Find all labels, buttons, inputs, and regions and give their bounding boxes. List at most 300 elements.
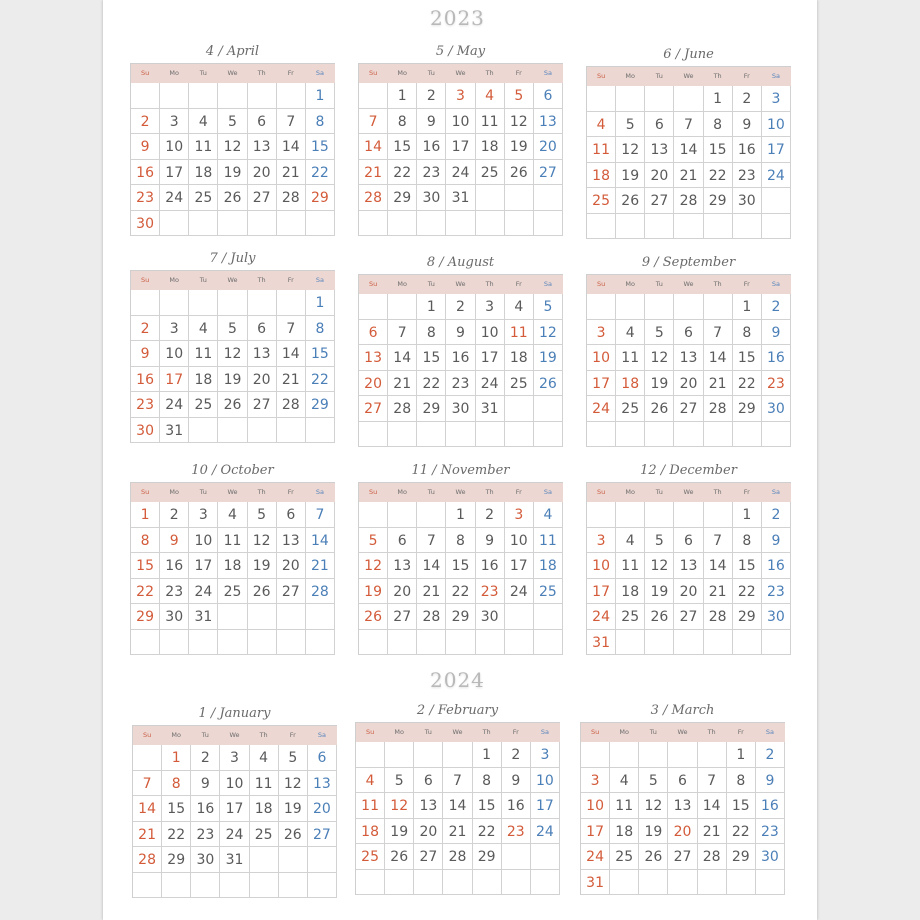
day-cell: 8 — [417, 320, 446, 346]
day-cell: 15 — [162, 796, 191, 822]
empty-cell — [587, 502, 616, 528]
day-cell: 14 — [443, 793, 472, 819]
empty-cell — [505, 630, 534, 656]
day-cell: 17 — [762, 137, 791, 163]
day-cell: 20 — [668, 819, 697, 845]
day-cell: 30 — [762, 604, 791, 630]
day-cell: 19 — [359, 579, 388, 605]
empty-cell — [356, 870, 385, 896]
day-cell: 11 — [476, 109, 505, 135]
day-cell: 5 — [218, 109, 247, 135]
day-cell: 23 — [417, 160, 446, 186]
empty-cell — [733, 422, 762, 448]
day-cell: 13 — [668, 793, 697, 819]
day-cell: 7 — [704, 528, 733, 554]
empty-cell — [248, 83, 277, 109]
day-cell: 11 — [189, 341, 218, 367]
empty-cell — [443, 742, 472, 768]
day-cell: 22 — [417, 371, 446, 397]
day-cell: 6 — [414, 768, 443, 794]
weekday-header-we: We — [218, 64, 247, 83]
weekday-header-we: We — [446, 483, 475, 502]
day-cell: 15 — [306, 134, 335, 160]
day-cell: 17 — [531, 793, 560, 819]
day-cell: 14 — [359, 134, 388, 160]
weekday-header-fr: Fr — [277, 64, 306, 83]
day-cell: 15 — [704, 137, 733, 163]
weekday-header-we: We — [674, 483, 703, 502]
day-cell: 27 — [308, 822, 337, 848]
day-cell: 5 — [505, 83, 534, 109]
day-cell: 25 — [476, 160, 505, 186]
weekday-header-tu: Tu — [645, 275, 674, 294]
day-cell: 12 — [385, 793, 414, 819]
empty-cell — [277, 211, 306, 237]
day-cell: 18 — [534, 553, 563, 579]
day-cell: 27 — [534, 160, 563, 186]
month-2023-8 — [358, 255, 563, 447]
day-cell: 5 — [248, 502, 277, 528]
empty-cell — [417, 502, 446, 528]
empty-cell — [534, 630, 563, 656]
day-cell: 19 — [639, 819, 668, 845]
empty-cell — [359, 294, 388, 320]
day-cell: 27 — [645, 188, 674, 214]
day-cell: 15 — [727, 793, 756, 819]
empty-cell — [727, 870, 756, 896]
weekday-header-tu: Tu — [639, 723, 668, 742]
day-cell: 3 — [587, 320, 616, 346]
day-cell: 14 — [133, 796, 162, 822]
empty-cell — [220, 873, 249, 899]
empty-cell — [476, 185, 505, 211]
day-cell: 1 — [733, 294, 762, 320]
weekday-header-we: We — [674, 275, 703, 294]
day-cell: 21 — [277, 367, 306, 393]
empty-cell — [616, 214, 645, 240]
weekday-header-sa: Sa — [306, 64, 335, 83]
weekday-header-tu: Tu — [189, 64, 218, 83]
empty-cell — [616, 294, 645, 320]
weekday-header-tu: Tu — [189, 271, 218, 290]
weekday-header-su: Su — [131, 483, 160, 502]
empty-cell — [218, 211, 247, 237]
empty-cell — [674, 214, 703, 240]
day-cell: 23 — [476, 579, 505, 605]
empty-cell — [279, 873, 308, 899]
day-cell: 29 — [704, 188, 733, 214]
empty-cell — [616, 422, 645, 448]
weekday-header-fr: Fr — [733, 483, 762, 502]
month-title: 1 / January — [198, 706, 271, 721]
day-cell: 18 — [189, 160, 218, 186]
day-cell: 26 — [248, 579, 277, 605]
month-grid — [580, 722, 785, 895]
day-cell: 30 — [446, 396, 475, 422]
day-cell: 20 — [359, 371, 388, 397]
empty-cell — [189, 211, 218, 237]
day-cell: 16 — [762, 553, 791, 579]
day-cell: 5 — [645, 320, 674, 346]
day-cell: 18 — [616, 371, 645, 397]
day-cell: 10 — [531, 768, 560, 794]
day-cell: 16 — [446, 345, 475, 371]
month-title: 7 / July — [209, 251, 256, 266]
day-cell: 2 — [131, 316, 160, 342]
empty-cell — [359, 422, 388, 448]
day-cell: 5 — [639, 768, 668, 794]
day-cell: 5 — [616, 112, 645, 138]
weekday-header-sa: Sa — [531, 723, 560, 742]
year-heading-2024: 2024 — [430, 668, 485, 692]
day-cell: 10 — [160, 134, 189, 160]
empty-cell — [704, 294, 733, 320]
day-cell: 6 — [308, 745, 337, 771]
weekday-header-sa: Sa — [762, 67, 791, 86]
day-cell: 13 — [248, 341, 277, 367]
weekday-header-fr: Fr — [505, 275, 534, 294]
day-cell: 14 — [704, 345, 733, 371]
weekday-header-tu: Tu — [191, 726, 220, 745]
empty-cell — [505, 604, 534, 630]
day-cell: 30 — [131, 211, 160, 237]
month-title: 5 / May — [435, 44, 486, 59]
month-2023-10 — [130, 463, 335, 655]
empty-cell — [534, 185, 563, 211]
day-cell: 12 — [616, 137, 645, 163]
day-cell: 1 — [473, 742, 502, 768]
weekday-header-tu: Tu — [417, 483, 446, 502]
month-2023-12 — [586, 463, 791, 655]
weekday-header-th: Th — [704, 67, 733, 86]
day-cell: 3 — [531, 742, 560, 768]
empty-cell — [133, 873, 162, 899]
day-cell: 1 — [388, 83, 417, 109]
day-cell: 17 — [587, 371, 616, 397]
day-cell: 8 — [306, 316, 335, 342]
empty-cell — [414, 870, 443, 896]
day-cell: 23 — [131, 185, 160, 211]
weekday-header-mo: Mo — [388, 64, 417, 83]
day-cell: 2 — [131, 109, 160, 135]
day-cell: 23 — [762, 371, 791, 397]
day-cell: 10 — [476, 320, 505, 346]
day-cell: 7 — [704, 320, 733, 346]
day-cell: 28 — [359, 185, 388, 211]
empty-cell — [248, 211, 277, 237]
day-cell: 19 — [534, 345, 563, 371]
empty-cell — [388, 630, 417, 656]
empty-cell — [505, 185, 534, 211]
day-cell: 12 — [645, 345, 674, 371]
day-cell: 6 — [388, 528, 417, 554]
day-cell: 21 — [674, 163, 703, 189]
empty-cell — [476, 630, 505, 656]
month-2023-6 — [586, 47, 791, 239]
month-grid — [132, 725, 337, 898]
weekday-header-fr: Fr — [277, 271, 306, 290]
day-cell: 19 — [218, 160, 247, 186]
day-cell: 7 — [133, 771, 162, 797]
day-cell: 22 — [733, 371, 762, 397]
day-cell: 9 — [762, 528, 791, 554]
weekday-header-su: Su — [359, 64, 388, 83]
day-cell: 4 — [616, 320, 645, 346]
day-cell: 24 — [476, 371, 505, 397]
empty-cell — [534, 422, 563, 448]
day-cell: 8 — [446, 528, 475, 554]
empty-cell — [762, 630, 791, 656]
day-cell: 1 — [131, 502, 160, 528]
day-cell: 18 — [250, 796, 279, 822]
day-cell: 27 — [248, 185, 277, 211]
empty-cell — [277, 290, 306, 316]
day-cell: 24 — [189, 579, 218, 605]
day-cell: 11 — [505, 320, 534, 346]
empty-cell — [733, 214, 762, 240]
empty-cell — [476, 422, 505, 448]
day-cell: 14 — [704, 553, 733, 579]
day-cell: 11 — [610, 793, 639, 819]
day-cell: 19 — [645, 371, 674, 397]
day-cell: 6 — [645, 112, 674, 138]
weekday-header-su: Su — [133, 726, 162, 745]
day-cell: 4 — [505, 294, 534, 320]
day-cell: 4 — [218, 502, 247, 528]
day-cell: 4 — [189, 316, 218, 342]
weekday-header-su: Su — [131, 271, 160, 290]
weekday-header-th: Th — [476, 275, 505, 294]
empty-cell — [218, 630, 247, 656]
day-cell: 8 — [727, 768, 756, 794]
day-cell: 18 — [218, 553, 247, 579]
empty-cell — [385, 742, 414, 768]
day-cell: 27 — [668, 844, 697, 870]
day-cell: 22 — [446, 579, 475, 605]
empty-cell — [446, 630, 475, 656]
day-cell: 9 — [476, 528, 505, 554]
month-title: 10 / October — [191, 463, 274, 478]
day-cell: 13 — [277, 528, 306, 554]
weekday-header-mo: Mo — [388, 275, 417, 294]
weekday-header-su: Su — [587, 483, 616, 502]
day-cell: 25 — [356, 844, 385, 870]
day-cell: 6 — [248, 109, 277, 135]
day-cell: 17 — [587, 579, 616, 605]
day-cell: 14 — [277, 341, 306, 367]
day-cell: 31 — [581, 870, 610, 896]
day-cell: 3 — [587, 528, 616, 554]
empty-cell — [306, 211, 335, 237]
day-cell: 12 — [639, 793, 668, 819]
weekday-header-we: We — [218, 271, 247, 290]
day-cell: 12 — [218, 134, 247, 160]
empty-cell — [189, 83, 218, 109]
day-cell: 23 — [446, 371, 475, 397]
empty-cell — [189, 418, 218, 444]
day-cell: 31 — [446, 185, 475, 211]
weekday-header-th: Th — [704, 275, 733, 294]
day-cell: 4 — [189, 109, 218, 135]
day-cell: 28 — [674, 188, 703, 214]
month-grid — [358, 274, 563, 447]
empty-cell — [674, 422, 703, 448]
empty-cell — [388, 502, 417, 528]
empty-cell — [306, 418, 335, 444]
month-title: 11 / November — [411, 463, 510, 478]
day-cell: 7 — [388, 320, 417, 346]
day-cell: 28 — [133, 847, 162, 873]
month-title: 8 / August — [426, 255, 495, 270]
day-cell: 24 — [587, 396, 616, 422]
day-cell: 9 — [446, 320, 475, 346]
weekday-header-fr: Fr — [505, 64, 534, 83]
day-cell: 13 — [674, 345, 703, 371]
empty-cell — [189, 290, 218, 316]
day-cell: 24 — [531, 819, 560, 845]
day-cell: 4 — [610, 768, 639, 794]
weekday-header-we: We — [674, 67, 703, 86]
day-cell: 28 — [417, 604, 446, 630]
day-cell: 7 — [359, 109, 388, 135]
day-cell: 24 — [587, 604, 616, 630]
empty-cell — [306, 604, 335, 630]
day-cell: 28 — [443, 844, 472, 870]
day-cell: 14 — [417, 553, 446, 579]
day-cell: 30 — [160, 604, 189, 630]
weekday-header-su: Su — [587, 275, 616, 294]
empty-cell — [698, 742, 727, 768]
day-cell: 20 — [674, 579, 703, 605]
day-cell: 17 — [505, 553, 534, 579]
empty-cell — [476, 211, 505, 237]
day-cell: 22 — [388, 160, 417, 186]
day-cell: 23 — [756, 819, 785, 845]
month-2023-4 — [130, 44, 335, 236]
day-cell: 19 — [645, 579, 674, 605]
day-cell: 26 — [645, 396, 674, 422]
day-cell: 9 — [191, 771, 220, 797]
empty-cell — [359, 502, 388, 528]
weekday-header-sa: Sa — [306, 483, 335, 502]
month-grid — [586, 482, 791, 655]
weekday-header-sa: Sa — [534, 483, 563, 502]
day-cell: 20 — [645, 163, 674, 189]
empty-cell — [704, 630, 733, 656]
weekday-header-mo: Mo — [160, 271, 189, 290]
day-cell: 17 — [581, 819, 610, 845]
empty-cell — [762, 188, 791, 214]
empty-cell — [417, 211, 446, 237]
day-cell: 10 — [587, 553, 616, 579]
day-cell: 18 — [616, 579, 645, 605]
day-cell: 20 — [248, 160, 277, 186]
weekday-header-su: Su — [581, 723, 610, 742]
day-cell: 6 — [534, 83, 563, 109]
empty-cell — [189, 630, 218, 656]
day-cell: 25 — [587, 188, 616, 214]
day-cell: 27 — [277, 579, 306, 605]
empty-cell — [443, 870, 472, 896]
day-cell: 11 — [587, 137, 616, 163]
day-cell: 26 — [534, 371, 563, 397]
empty-cell — [248, 290, 277, 316]
day-cell: 2 — [191, 745, 220, 771]
day-cell: 14 — [388, 345, 417, 371]
day-cell: 21 — [133, 822, 162, 848]
day-cell: 7 — [277, 316, 306, 342]
day-cell: 27 — [248, 392, 277, 418]
month-title: 12 / December — [640, 463, 737, 478]
day-cell: 10 — [189, 528, 218, 554]
day-cell: 25 — [610, 844, 639, 870]
day-cell: 12 — [359, 553, 388, 579]
day-cell: 3 — [581, 768, 610, 794]
weekday-header-tu: Tu — [414, 723, 443, 742]
empty-cell — [531, 870, 560, 896]
weekday-header-mo: Mo — [162, 726, 191, 745]
day-cell: 21 — [417, 579, 446, 605]
empty-cell — [534, 396, 563, 422]
empty-cell — [645, 86, 674, 112]
weekday-header-we: We — [220, 726, 249, 745]
empty-cell — [587, 214, 616, 240]
day-cell: 26 — [359, 604, 388, 630]
day-cell: 15 — [131, 553, 160, 579]
day-cell: 2 — [762, 502, 791, 528]
day-cell: 25 — [189, 392, 218, 418]
day-cell: 6 — [277, 502, 306, 528]
day-cell: 29 — [417, 396, 446, 422]
weekday-header-mo: Mo — [610, 723, 639, 742]
empty-cell — [417, 630, 446, 656]
month-grid — [355, 722, 560, 895]
day-cell: 25 — [250, 822, 279, 848]
empty-cell — [473, 870, 502, 896]
day-cell: 30 — [417, 185, 446, 211]
day-cell: 6 — [674, 320, 703, 346]
day-cell: 20 — [277, 553, 306, 579]
day-cell: 29 — [733, 604, 762, 630]
day-cell: 10 — [160, 341, 189, 367]
day-cell: 19 — [218, 367, 247, 393]
day-cell: 4 — [356, 768, 385, 794]
day-cell: 21 — [388, 371, 417, 397]
weekday-header-fr: Fr — [502, 723, 531, 742]
day-cell: 15 — [306, 341, 335, 367]
empty-cell — [417, 422, 446, 448]
day-cell: 3 — [189, 502, 218, 528]
empty-cell — [674, 630, 703, 656]
day-cell: 27 — [359, 396, 388, 422]
month-title: 6 / June — [663, 47, 714, 62]
day-cell: 19 — [505, 134, 534, 160]
day-cell: 13 — [414, 793, 443, 819]
weekday-header-tu: Tu — [417, 275, 446, 294]
day-cell: 31 — [189, 604, 218, 630]
empty-cell — [704, 422, 733, 448]
day-cell: 28 — [277, 185, 306, 211]
weekday-header-th: Th — [250, 726, 279, 745]
empty-cell — [218, 290, 247, 316]
day-cell: 28 — [704, 396, 733, 422]
day-cell: 16 — [131, 367, 160, 393]
weekday-header-sa: Sa — [534, 275, 563, 294]
day-cell: 13 — [248, 134, 277, 160]
day-cell: 24 — [160, 185, 189, 211]
empty-cell — [704, 502, 733, 528]
day-cell: 7 — [417, 528, 446, 554]
